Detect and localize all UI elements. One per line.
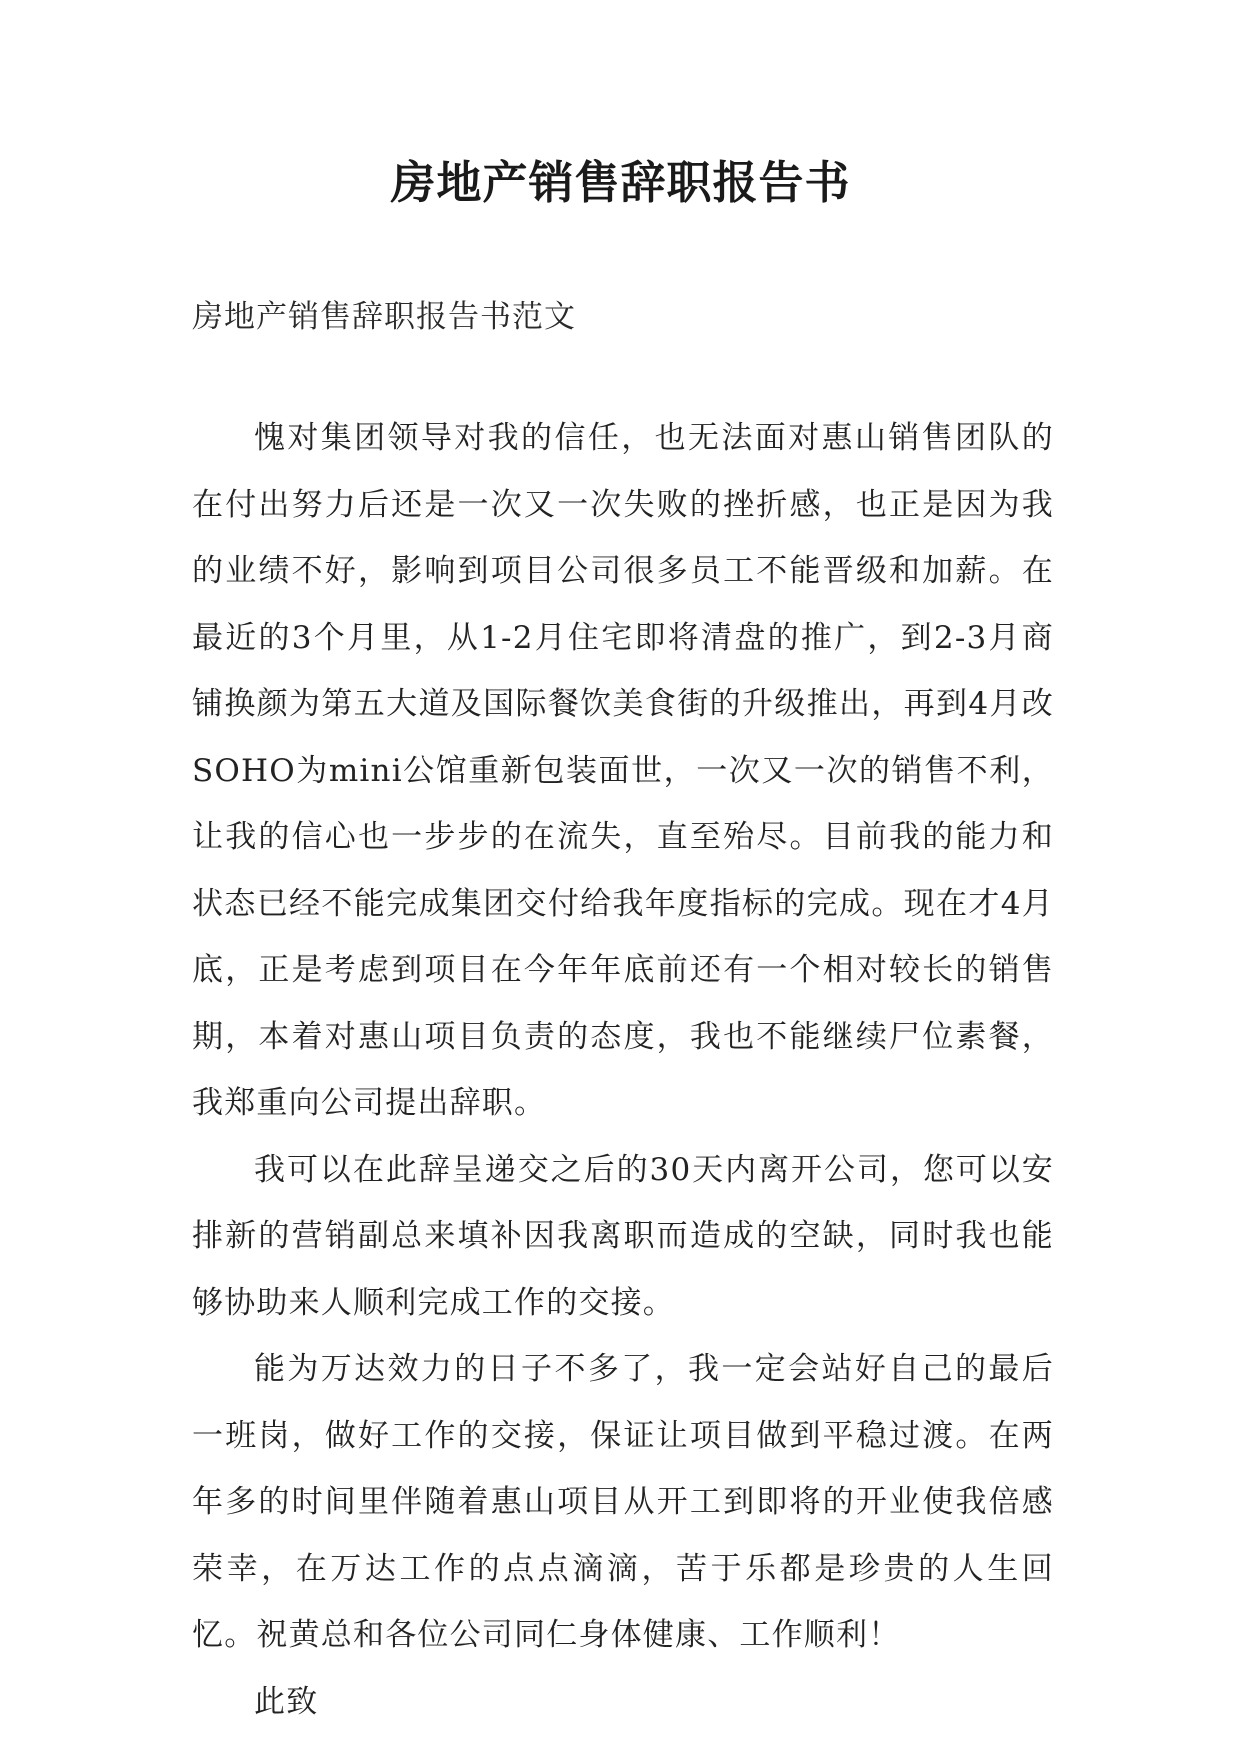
body-paragraph-3: 能为万达效力的日子不多了，我一定会站好自己的最后一班岗，做好工作的交接，保证让项目做到平稳过渡。在两年多的时间里伴随着惠山项目从开工到即将的开业使我倍感荣幸，在万达工作的点点滴滴，苦于乐都是珍贵的人生回忆。祝黄总和各位公司同仁身体健康、工作顺利！ [192,1351,1054,1653]
document-body [192,405,1054,1735]
body-paragraph-2: 我可以在此辞呈递交之后的30天内离开公司，您可以安排新的营销副总来填补因我离职而造成的空缺，同时我也能够协助来人顺利完成工作的交接。 [192,1151,1054,1321]
document-title: 房地产销售辞职报告书 [390,156,851,209]
closing-salutation: 此致 [254,1683,319,1720]
body-paragraph-1: 愧对集团领导对我的信任，也无法面对惠山销售团队的在付出努力后还是一次又一次失败的挫折感，也正是因为我的业绩不好，影响到项目公司很多员工不能晋级和加薪。在最近的3个月里，从1-2月住宅即将清盘的推广，到2-3月商铺换颜为第五大道及国际餐饮美食街的升级推出，再到4月改SOHO为mini公馆重新包装面世，一次又一次的销售不利，让我的信心也一步步的在流失，直至殆尽。目前我的能力和状态已经不能完成集团交付给我年度指标的完成。现在才4月底，正是考虑到项目在今年年底前还有一个相对较长的销售期，本着对惠山项目负责的态度，我也不能继续尸位素餐，我郑重向公司提出辞职。 [192,420,1054,1121]
document-subtitle: 房地产销售辞职报告书范文 [192,299,576,335]
